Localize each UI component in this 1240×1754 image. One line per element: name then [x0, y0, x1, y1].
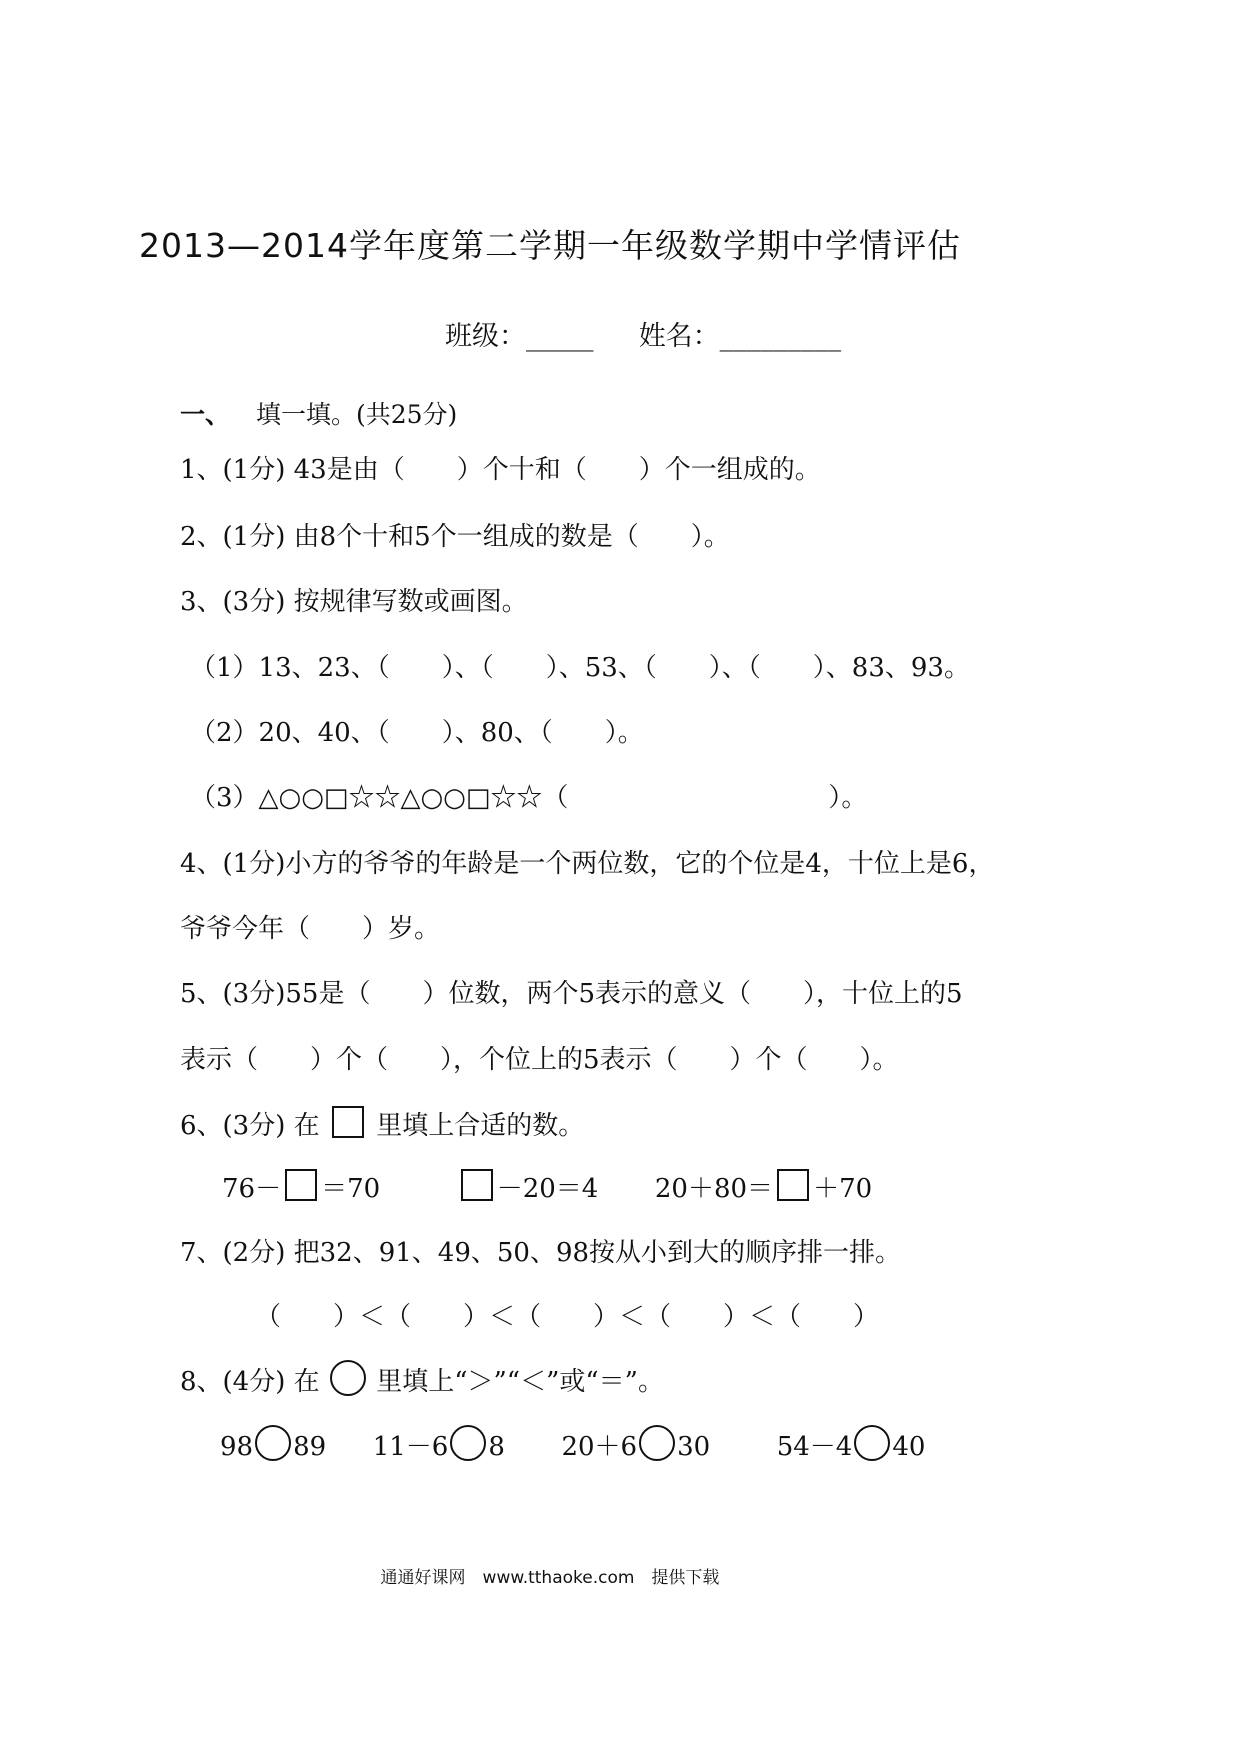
comparison-4-right: 40 — [892, 1432, 926, 1462]
question-7-answer-row: （ ）＜（ ）＜（ ）＜（ ）＜（ ） — [255, 1302, 880, 1332]
question-1-score: 1、(1分) — [180, 455, 286, 485]
answer-box-1[interactable] — [285, 1169, 317, 1201]
question-1-text: 43是由（ ）个十和（ ）个一组成的。 — [293, 455, 821, 485]
question-8-score: 8、(4分) — [180, 1367, 286, 1397]
equation-2-right: －20＝4 — [496, 1174, 599, 1204]
equation-3-left: 20＋80＝ — [654, 1174, 774, 1204]
question-3-text: 按规律写数或画图。 — [293, 587, 528, 617]
question-2-text: 由8个十和5个一组成的数是（ ）。 — [293, 522, 730, 552]
comparison-circle-1[interactable] — [255, 1425, 291, 1461]
question-8 — [180, 1360, 664, 1398]
question-6-equations — [222, 1168, 872, 1205]
answer-box-2[interactable] — [461, 1169, 493, 1201]
comparison-4-left: 54－4 — [776, 1432, 853, 1462]
footer-source: 通通好课网 www.tthaoke.com 提供下载 — [380, 1568, 720, 1588]
question-7-score: 7、(2分) — [180, 1238, 286, 1268]
comparison-1-right: 89 — [293, 1432, 327, 1462]
comparison-circle-2[interactable] — [450, 1425, 486, 1461]
question-2-score: 2、(1分) — [180, 522, 286, 552]
question-4-line-1: 4、(1分)小方的爷爷的年龄是一个两位数，它的个位是4，十位上是6， — [180, 849, 995, 879]
class-field[interactable]: 班级：_____ — [445, 321, 594, 352]
question-8-comparisons — [220, 1425, 925, 1463]
question-5-line-2: 表示（ ）个（ ），个位上的5表示（ ）个（ ）。 — [180, 1045, 899, 1075]
question-7 — [180, 1232, 901, 1269]
question-6-text-after: 里填上合适的数。 — [376, 1111, 585, 1141]
answer-box-3[interactable] — [777, 1169, 809, 1201]
question-5-line-1: 5、(3分)55是（ ）位数，两个5表示的意义（ ），十位上的5 — [180, 979, 963, 1009]
equation-3-right: ＋70 — [813, 1174, 873, 1204]
question-6-score: 6、(3分) — [180, 1111, 286, 1141]
comparison-1-left: 98 — [220, 1432, 254, 1462]
comparison-2-right: 8 — [488, 1432, 505, 1462]
section-number: 一、 — [180, 400, 231, 429]
section-heading — [180, 395, 457, 431]
question-3-part-2: （2）20、40、（ ）、80、（ ）。 — [190, 718, 644, 748]
question-3-score: 3、(3分) — [180, 587, 286, 617]
equation-1-left: 76－ — [222, 1174, 282, 1204]
question-8-text-before: 在 — [293, 1367, 320, 1397]
question-3-part-3: （3）△○○□☆☆△○○□☆☆（ ）。 — [190, 783, 868, 813]
question-1 — [180, 449, 821, 486]
student-info — [445, 314, 841, 353]
comparison-3-left: 20＋6 — [561, 1432, 638, 1462]
name-field[interactable]: 姓名：_________ — [638, 321, 842, 352]
square-icon — [332, 1106, 364, 1138]
section-title: 填一填。(共25分) — [255, 400, 458, 429]
question-8-text-after: 里填上“＞”“＜”或“＝”。 — [376, 1367, 664, 1397]
question-6-text-before: 在 — [293, 1111, 320, 1141]
question-7-text: 把32、91、49、50、98按从小到大的顺序排一排。 — [293, 1238, 902, 1268]
comparison-3-right: 30 — [677, 1432, 711, 1462]
question-4-line-2: 爷爷今年（ ）岁。 — [180, 914, 441, 944]
question-6 — [180, 1105, 584, 1142]
equation-1-right: ＝70 — [321, 1174, 381, 1204]
circle-icon — [330, 1360, 366, 1396]
question-2 — [180, 516, 730, 553]
comparison-2-left: 11－6 — [372, 1432, 449, 1462]
question-3-part-1: （1）13、23、（ ）、（ ）、53、（ ）、（ ）、83、93。 — [190, 653, 970, 683]
comparison-circle-4[interactable] — [854, 1425, 890, 1461]
page-title: 2013—2014学年度第二学期一年级数学期中学情评估 — [139, 226, 961, 265]
question-3 — [180, 581, 528, 618]
comparison-circle-3[interactable] — [639, 1425, 675, 1461]
